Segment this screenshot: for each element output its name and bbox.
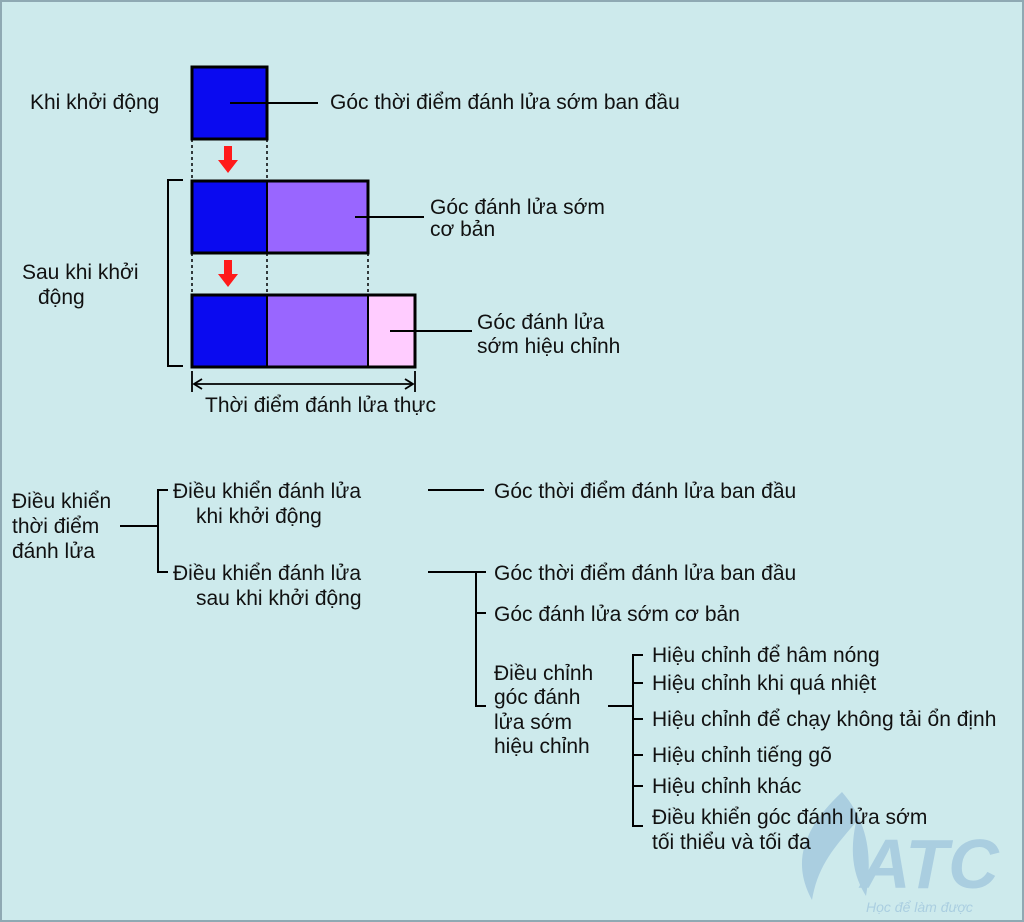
actual-timing-label: Thời điểm đánh lửa thực <box>205 394 436 417</box>
down-arrow-icon <box>218 260 238 287</box>
corrected-angle-label-2: sớm hiệu chỉnh <box>477 335 621 358</box>
initial-angle-label: Góc thời điểm đánh lửa sớm ban đầu <box>330 91 680 114</box>
basic-angle-block-row2 <box>267 181 368 253</box>
adjust-1: Điều chỉnh <box>494 662 594 685</box>
down-arrow-icon <box>218 146 238 173</box>
corr-idle: Hiệu chỉnh để chạy không tải ổn định <box>652 708 997 731</box>
basic-angle-label-2: cơ bản <box>430 218 496 241</box>
corr-other: Hiệu chỉnh khác <box>652 775 802 798</box>
tree-root-1: Điều khiển <box>12 490 112 513</box>
label-start: Khi khởi động <box>30 91 160 114</box>
start-ctrl-item: Góc thời điểm đánh lửa ban đầu <box>494 480 797 503</box>
atc-slogan: Học để làm được <box>866 899 973 915</box>
tree-root-2: thời điểm <box>12 515 100 538</box>
corr-warmup: Hiệu chỉnh để hâm nóng <box>652 644 880 667</box>
after-start-bracket <box>168 180 183 366</box>
initial-angle-block-row3 <box>192 295 267 367</box>
label-after-start-2: động <box>38 286 85 309</box>
label-after-start-1: Sau khi khởi <box>22 261 139 284</box>
basic-angle-label-1: Góc đánh lửa sớm <box>430 196 605 219</box>
atc-logo-text: ATC <box>860 825 999 903</box>
corr-minmax-2: tối thiểu và tối đa <box>652 831 811 854</box>
after-ctrl-2: sau khi khởi động <box>196 587 362 610</box>
start-ctrl-2: khi khởi động <box>196 505 322 528</box>
corr-knock: Hiệu chỉnh tiếng gõ <box>652 744 832 767</box>
after-initial: Góc thời điểm đánh lửa ban đầu <box>494 562 797 585</box>
after-ctrl-1: Điều khiển đánh lửa <box>173 562 362 585</box>
adjust-4: hiệu chỉnh <box>494 735 590 758</box>
adjust-2: góc đánh <box>494 686 581 709</box>
basic-angle-block-row3 <box>267 295 368 367</box>
adjust-3: lửa sớm <box>494 711 573 734</box>
after-basic: Góc đánh lửa sớm cơ bản <box>494 603 740 626</box>
initial-angle-block-row2 <box>192 181 267 253</box>
actual-timing-dimension <box>192 371 415 392</box>
corrected-angle-label-1: Góc đánh lửa <box>477 311 605 334</box>
tree-connectors <box>120 490 643 826</box>
start-ctrl-1: Điều khiển đánh lửa <box>173 480 362 503</box>
corr-overheat: Hiệu chỉnh khi quá nhiệt <box>652 672 877 695</box>
corr-minmax-1: Điều khiển góc đánh lửa sớm <box>652 806 928 829</box>
tree-root-3: đánh lửa <box>12 540 95 563</box>
